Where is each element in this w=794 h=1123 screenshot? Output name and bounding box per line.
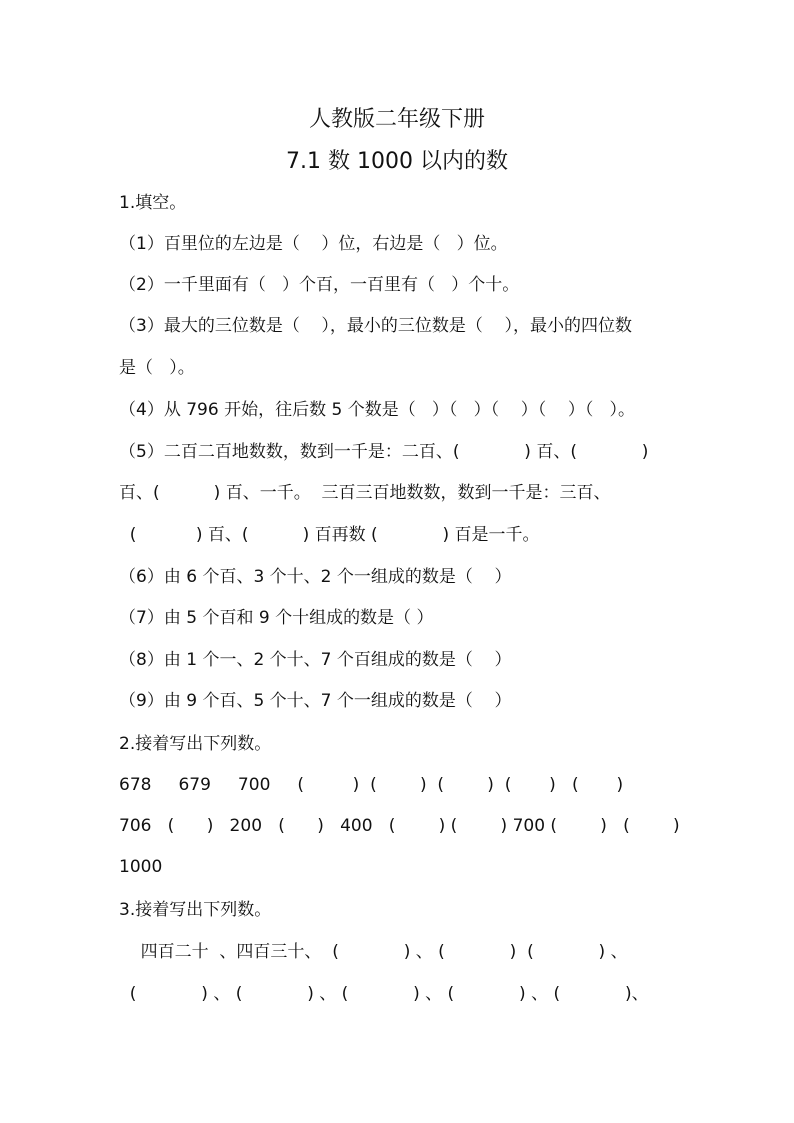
question-1-3-line-1: （3）最大的三位数是（ ），最小的三位数是（ ），最小的四位数 [119,316,633,336]
section-2-sequence-2: 706 ( ) 200 ( ) 400 ( ) ( ) 700 ( ) ( ) [119,816,680,836]
question-1-1: （1）百里位的左边是（ ）位，右边是（ ）位。 [119,234,508,254]
section-1-heading: 1.填空。 [119,193,187,213]
question-1-2: （2）一千里面有（ ）个百，一百里有（ ）个十。 [119,275,520,295]
page-title: 人教版二年级下册 [308,107,485,132]
question-1-4: （4）从 796 开始，往后数 5 个数是（ ）（ ）（ ）（ ）（ ）。 [119,400,636,420]
section-3-sequence-1: 四百二十 、四百三十、 ( ) 、 ( ) ( ) 、 [119,942,628,962]
section-3-sequence-2: ( ) 、 ( ) 、 ( ) 、 ( ) 、 ( )、 [119,984,649,1004]
section-2-sequence-1: 678 679 700 ( ) ( ) ( ) ( ) ( ) [119,775,624,795]
section-2-heading: 2.接着写出下列数。 [119,734,272,754]
section-2-sequence-end: 1000 [119,857,163,877]
question-1-5-line-3: ( ) 百、( ) 百再数 ( ) 百是一千。 [119,525,540,545]
page-subtitle: 7.1 数 1000 以内的数 [286,149,508,174]
section-3-heading: 3.接着写出下列数。 [119,900,272,920]
question-1-8: （8）由 1 个一、2 个十、7 个百组成的数是（ ） [119,650,512,670]
question-1-5-line-2: 百、( ) 百、一千。 三百三百地数数，数到一千是：三百、 [119,483,611,503]
question-1-3-line-2: 是（ ）。 [119,358,195,378]
question-1-6: （6）由 6 个百、3 个十、2 个一组成的数是（ ） [119,567,512,587]
question-1-5-line-1: （5）二百二百地数数，数到一千是：二百、( ) 百、( ) [119,442,649,462]
question-1-7: （7）由 5 个百和 9 个十组成的数是（ ） [119,608,434,628]
question-1-9: （9）由 9 个百、5 个十、7 个一组成的数是（ ） [119,691,512,711]
